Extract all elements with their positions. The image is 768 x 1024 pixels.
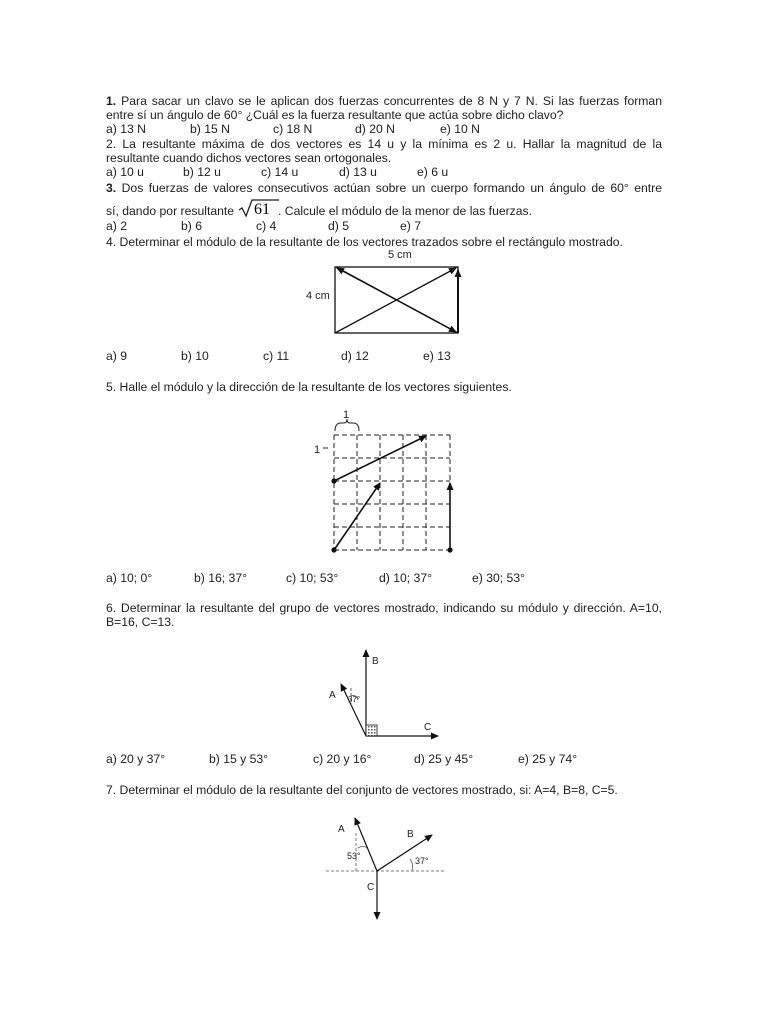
q1-option-b: b) 15 N <box>190 122 230 136</box>
q2-option-c: c) 14 u <box>261 165 299 179</box>
q6-right-angle-mark <box>366 725 377 736</box>
q3-option-d: d) 5 <box>328 219 350 233</box>
q2-line1: 2. La resultante máxima de dos vectores es 14 u y la mínima es 2 u. Hallar la magnitud de la <box>106 137 662 151</box>
q6-option-b: b) 15 y 53° <box>209 752 269 766</box>
q6-line1: 6. Determinar la resultante del grupo de vectores mostrado, indicando su módulo y dirección. A=10, <box>106 601 662 615</box>
q4-text: 4. Determinar el módulo de la resultante de los vectores trazados sobre el rectángulo mostrado. <box>106 235 623 249</box>
q3-line2 <box>106 198 662 220</box>
q1-option-e: e) 10 N <box>440 122 480 136</box>
q2-option-d: d) 13 u <box>339 165 377 179</box>
q1-option-d: d) 20 N <box>355 122 395 136</box>
sqrt-symbol <box>238 198 280 218</box>
q5-option-e: e) 30; 53° <box>472 571 525 585</box>
q3-option-c: c) 4 <box>256 219 277 233</box>
q6-option-a: a) 20 y 37° <box>106 752 166 766</box>
q7-text: 7. Determinar el módulo de la resultante del conjunto de vectores mostrado, si: A=4, B=8, C=5. <box>106 783 618 797</box>
q5-vector-upper <box>334 436 426 481</box>
q2-option-a: a) 10 u <box>106 165 144 179</box>
q5-option-d: d) 10; 37° <box>379 571 432 585</box>
q4-rectangle-figure <box>300 247 470 339</box>
q5-option-c: c) 10; 53° <box>286 571 339 585</box>
q4-option-c: c) 11 <box>263 349 290 363</box>
q4-option-b: b) 10 <box>181 349 209 363</box>
q6-line2: B=16, C=13. <box>106 615 175 629</box>
q6-option-d: d) 25 y 45° <box>414 752 474 766</box>
q6-vectors-figure <box>320 636 450 744</box>
q5-grid-figure <box>308 403 464 563</box>
q6-label-b: B <box>372 656 379 667</box>
q2-option-b: b) 12 u <box>183 165 221 179</box>
q5-brace <box>335 419 359 431</box>
q2-option-e: e) 6 u <box>417 165 449 179</box>
q5-unit-top-label: 1 <box>343 409 350 421</box>
q5-option-b: b) 16; 37° <box>194 571 247 585</box>
q6-option-e: e) 25 y 74° <box>518 752 578 766</box>
q3-line1 <box>106 181 662 195</box>
q2-line2: resultante cuando dichos vectores sean ortogonales. <box>106 151 392 165</box>
q3-option-b: b) 6 <box>181 219 203 233</box>
q1-line1 <box>106 94 662 108</box>
q4-height-label: 4 cm <box>306 290 330 302</box>
q7-angle-arc-b <box>410 859 413 871</box>
q6-angle-label: 37° <box>348 695 361 704</box>
q5-text: 5. Halle el módulo y la dirección de la resultante de los vectores siguientes. <box>106 380 512 394</box>
q1-text-line1: Para sacar un clavo se le aplican dos fuerzas concurrentes de 8 N y 7 N. Si las fuerzas forman <box>121 94 662 108</box>
q5-unit-left-label: 1 <box>314 444 321 456</box>
q4-vector-diag-up <box>335 268 456 333</box>
q6-vector-a <box>341 684 366 736</box>
q3-text-line1: Dos fuerzas de valores consecutivos actúan sobre un cuerpo formando un ángulo de 60° entre <box>121 181 663 195</box>
q5-origin-upper <box>331 478 336 483</box>
q7-angle-label-b: 37° <box>415 856 429 866</box>
q5-origin-lower <box>331 547 336 552</box>
sqrt-value: 61 <box>254 201 270 218</box>
q5-option-a: a) 10; 0° <box>106 571 153 585</box>
q1-number: 1. <box>106 94 117 108</box>
q7-angle-label-a: 53° <box>347 851 361 861</box>
q7-vector-a <box>355 818 377 871</box>
q3-line2-after: . Calcule el módulo de la menor de las fuerzas. <box>278 204 533 218</box>
q3-line2-before: sí, dando por resultante <box>106 204 235 218</box>
q1-option-a: a) 13 N <box>106 122 146 136</box>
q7-label-b: B <box>407 829 414 840</box>
q7-vectors-figure <box>318 808 458 928</box>
q4-width-label: 5 cm <box>388 249 412 261</box>
q1-option-c: c) 18 N <box>273 122 313 136</box>
q3-number: 3. <box>106 181 117 195</box>
q7-label-c: C <box>367 882 375 893</box>
q6-label-a: A <box>329 690 336 701</box>
q3-option-a: a) 2 <box>106 219 128 233</box>
q1-line2: entre sí un ángulo de 60° ¿Cuál es la fuerza resultante que actúa sobre dicho clavo? <box>106 108 564 122</box>
q5-origin-right <box>447 547 452 552</box>
q6-label-c: C <box>424 722 432 733</box>
q4-option-a: a) 9 <box>106 349 128 363</box>
q4-option-e: e) 13 <box>423 349 451 363</box>
q7-label-a: A <box>338 824 345 835</box>
q4-option-d: d) 12 <box>341 349 369 363</box>
q6-option-c: c) 20 y 16° <box>313 752 372 766</box>
q3-option-e: e) 7 <box>400 219 422 233</box>
